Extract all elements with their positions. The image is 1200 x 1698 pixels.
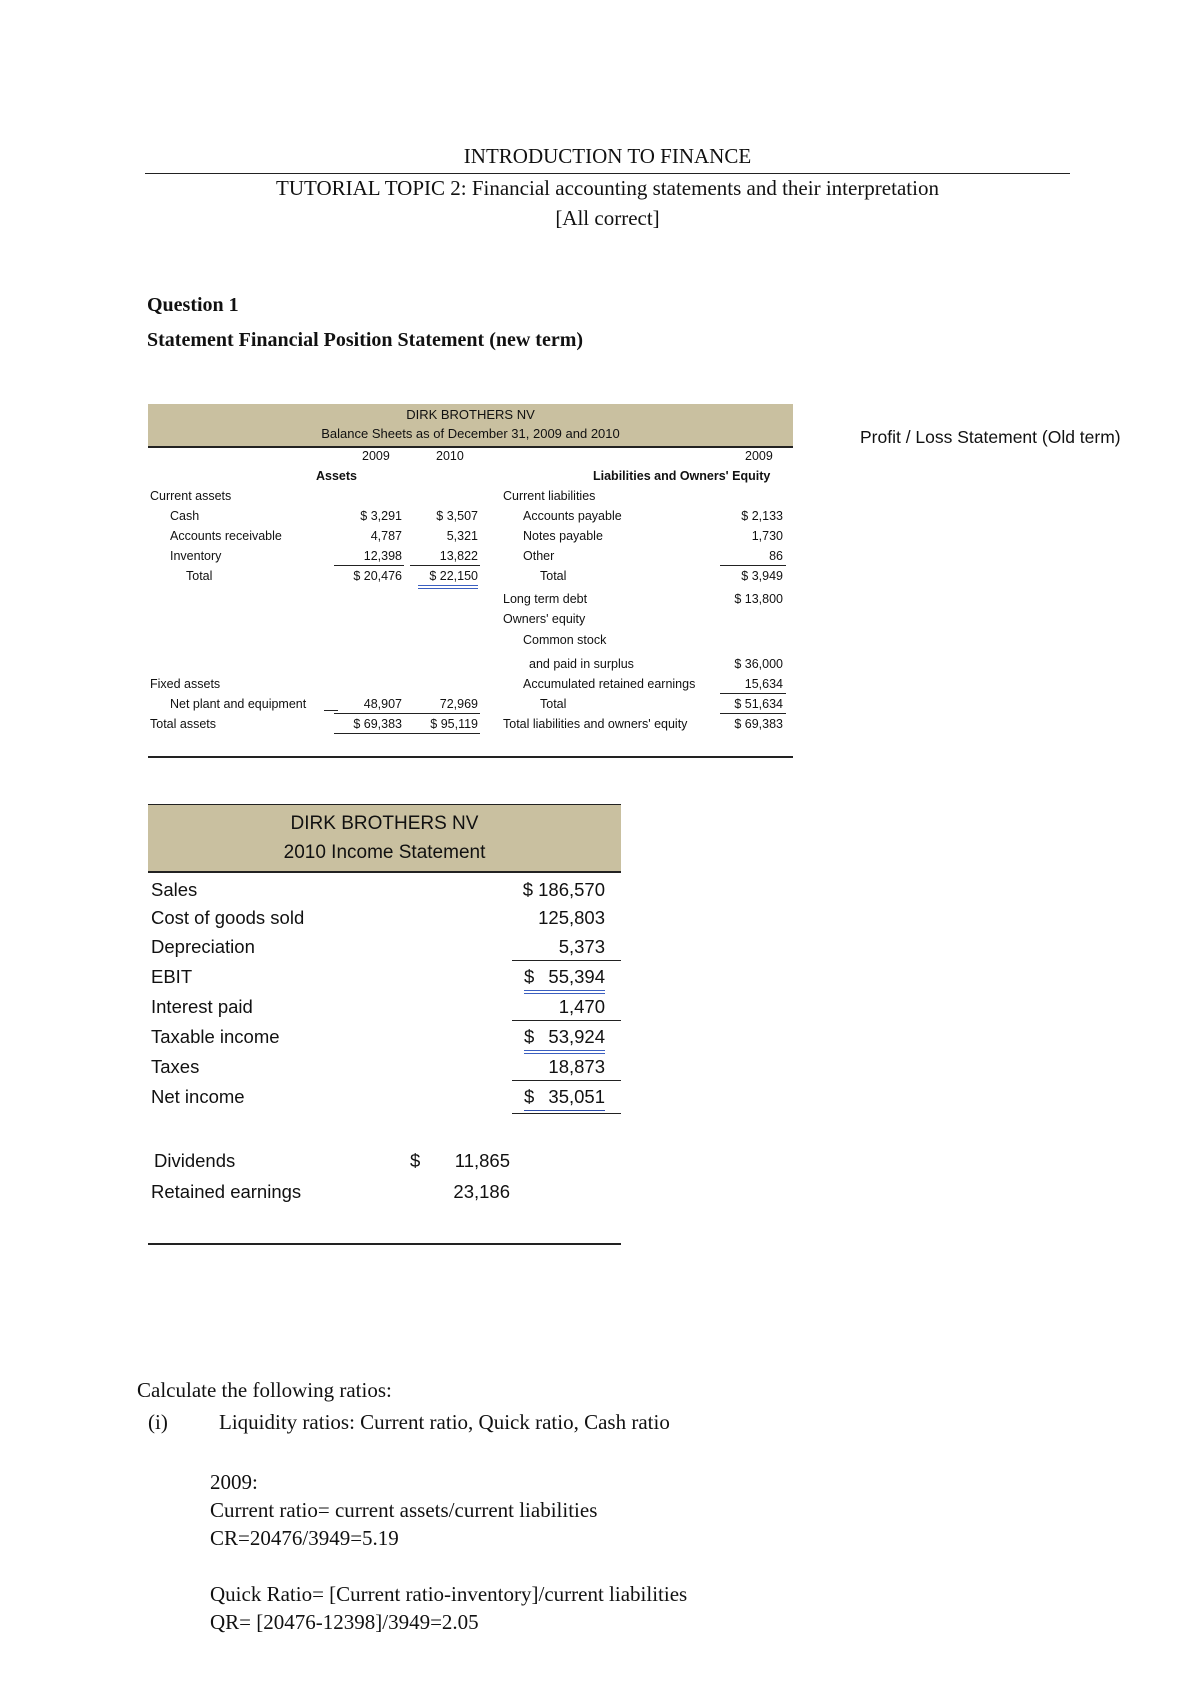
interest-underline xyxy=(512,1020,621,1021)
depreciation-value: 5,373 xyxy=(558,936,605,957)
question-heading: Question 1 xyxy=(147,294,239,316)
cash-2010: $ 3,507 xyxy=(436,509,478,523)
common-stock-label: Common stock xyxy=(523,633,607,647)
balance-sheet-subtitle: Balance Sheets as of December 31, 2009 and 2010 xyxy=(321,426,620,441)
taxes-value: 18,873 xyxy=(548,1056,605,1077)
inventory-label: Inventory xyxy=(170,549,222,563)
cogs-value: 125,803 xyxy=(538,907,605,928)
ebit-value: 55,394 xyxy=(548,966,605,987)
net-income-underline xyxy=(524,1110,605,1111)
liabilities-heading: Liabilities and Owners' Equity xyxy=(593,469,771,483)
total-current-assets-label: Total xyxy=(186,569,213,583)
other-underline xyxy=(720,565,786,566)
total-liabilities-equity-value: $ 69,383 xyxy=(734,717,783,731)
retained-earnings-value: 15,634 xyxy=(744,677,783,691)
retained-underline xyxy=(720,693,786,694)
dividends-value: 11,865 xyxy=(454,1150,510,1171)
inventory-2010: 13,822 xyxy=(439,549,478,563)
long-term-debt-value: $ 13,800 xyxy=(734,592,783,606)
calc-intro: Calculate the following ratios: xyxy=(137,1378,392,1402)
receivable-2009: 4,787 xyxy=(370,529,402,543)
total-current-assets-2009: $ 20,476 xyxy=(353,569,402,583)
document-note: [All correct] xyxy=(555,206,660,230)
retained-earnings-label: Retained earnings xyxy=(151,1181,302,1202)
ebit-double-underline xyxy=(524,990,605,991)
depreciation-underline xyxy=(512,960,621,961)
document-subtitle: TUTORIAL TOPIC 2: Financial accounting statements and their interpretation xyxy=(276,176,939,200)
inventory-2010-underline xyxy=(410,565,480,566)
plant-2010: 72,969 xyxy=(439,697,478,711)
taxable-double-underline xyxy=(524,1050,605,1051)
current-ratio-formula: Current ratio= current assets/current liabilities xyxy=(210,1498,598,1522)
total-current-liabilities-value: $ 3,949 xyxy=(741,569,783,583)
retained-earnings-value: 23,186 xyxy=(453,1181,510,1202)
document-title: INTRODUCTION TO FINANCE xyxy=(463,144,752,168)
long-term-debt-label: Long term debt xyxy=(503,592,588,606)
title-divider xyxy=(145,173,1070,174)
total-equity-label: Total xyxy=(540,697,567,711)
interest-label: Interest paid xyxy=(151,996,253,1017)
inventory-2009: 12,398 xyxy=(363,549,402,563)
sales-label: Sales xyxy=(151,879,198,900)
taxes-underline xyxy=(512,1080,621,1081)
total-liabilities-equity-label: Total liabilities and owners' equity xyxy=(503,717,688,731)
current-liabilities-label: Current liabilities xyxy=(503,489,596,503)
taxable-double-underline-2 xyxy=(524,1053,605,1054)
total-assets-underline xyxy=(334,733,480,734)
plant-underline xyxy=(334,713,480,714)
calc-year: 2009: xyxy=(210,1470,258,1494)
taxable-income-value: 53,924 xyxy=(548,1026,605,1047)
accounts-payable-label: Accounts payable xyxy=(523,509,622,523)
total-2010-double-underline xyxy=(418,585,478,586)
inventory-2009-underline xyxy=(334,565,404,566)
plant-label: Net plant and equipment xyxy=(170,697,307,711)
taxable-income-label: Taxable income xyxy=(151,1026,280,1047)
accounts-payable-value: $ 2,133 xyxy=(741,509,783,523)
calc-item-number: (i) xyxy=(148,1410,168,1434)
column-year-2009: 2009 xyxy=(362,449,390,463)
sales-value: $ 186,570 xyxy=(522,879,605,900)
taxes-label: Taxes xyxy=(151,1056,200,1077)
calc-item-text: Liquidity ratios: Current ratio, Quick ratio, Cash ratio xyxy=(219,1410,670,1434)
notes-payable-label: Notes payable xyxy=(523,529,603,543)
column-year-2009-right: 2009 xyxy=(745,449,773,463)
balance-sheet-company: DIRK BROTHERS NV xyxy=(406,407,535,422)
paid-in-surplus-label: and paid in surplus xyxy=(529,657,634,671)
retained-earnings-label: Accumulated retained earnings xyxy=(523,677,696,691)
other-liabilities-value: 86 xyxy=(769,549,783,563)
net-income-currency: $ xyxy=(524,1086,535,1107)
balance-sheet-table xyxy=(148,404,793,759)
cash-label: Cash xyxy=(170,509,200,523)
total-assets-label: Total assets xyxy=(150,717,217,731)
plant-2009: 48,907 xyxy=(363,697,402,711)
total-equity-value: $ 51,634 xyxy=(734,697,783,711)
column-year-2010: 2010 xyxy=(436,449,464,463)
income-statement-bottom-rule xyxy=(148,1243,621,1245)
total-current-assets-2010: $ 22,150 xyxy=(429,569,478,583)
total-assets-2009: $ 69,383 xyxy=(353,717,402,731)
side-note: Profit / Loss Statement (Old term) xyxy=(860,427,1121,447)
depreciation-label: Depreciation xyxy=(151,936,255,957)
total-assets-2010: $ 95,119 xyxy=(430,717,478,731)
total-equity-underline xyxy=(720,713,786,714)
current-ratio-value: CR=20476/3949=5.19 xyxy=(210,1526,399,1550)
balance-sheet-header xyxy=(148,404,793,448)
question-subheading: Statement Financial Position Statement (new term) xyxy=(147,329,584,351)
quick-ratio-value: QR= [20476-12398]/3949=2.05 xyxy=(210,1610,479,1634)
net-income-label: Net income xyxy=(151,1086,245,1107)
cash-2009: $ 3,291 xyxy=(360,509,402,523)
owners-equity-label: Owners' equity xyxy=(503,612,586,626)
dividends-label: Dividends xyxy=(154,1150,236,1171)
notes-payable-value: 1,730 xyxy=(751,529,783,543)
receivable-2010: 5,321 xyxy=(446,529,478,543)
dividends-currency: $ xyxy=(410,1150,421,1171)
net-income-value: 35,051 xyxy=(548,1086,605,1107)
current-assets-label: Current assets xyxy=(150,489,232,503)
paid-in-surplus-value: $ 36,000 xyxy=(734,657,783,671)
ebit-label: EBIT xyxy=(151,966,193,987)
other-liabilities-label: Other xyxy=(523,549,555,563)
total-current-liabilities-label: Total xyxy=(540,569,567,583)
income-statement-header xyxy=(148,804,621,873)
assets-heading: Assets xyxy=(316,469,357,483)
interest-value: 1,470 xyxy=(558,996,605,1017)
fixed-assets-label: Fixed assets xyxy=(150,677,221,691)
balance-sheet-bottom-rule xyxy=(148,756,793,758)
total-2010-double-underline-2 xyxy=(418,588,478,589)
cogs-label: Cost of goods sold xyxy=(151,907,305,928)
net-income-double-underline xyxy=(512,1113,621,1114)
quick-ratio-formula: Quick Ratio= [Current ratio-inventory]/current liabilities xyxy=(210,1582,688,1606)
income-statement-table xyxy=(148,804,621,1246)
income-statement-company: DIRK BROTHERS NV xyxy=(290,813,479,834)
receivable-label: Accounts receivable xyxy=(170,529,282,543)
income-statement-subtitle: 2010 Income Statement xyxy=(283,842,486,863)
ebit-double-underline-2 xyxy=(524,993,605,994)
taxable-income-currency: $ xyxy=(524,1026,535,1047)
ebit-currency: $ xyxy=(524,966,535,987)
